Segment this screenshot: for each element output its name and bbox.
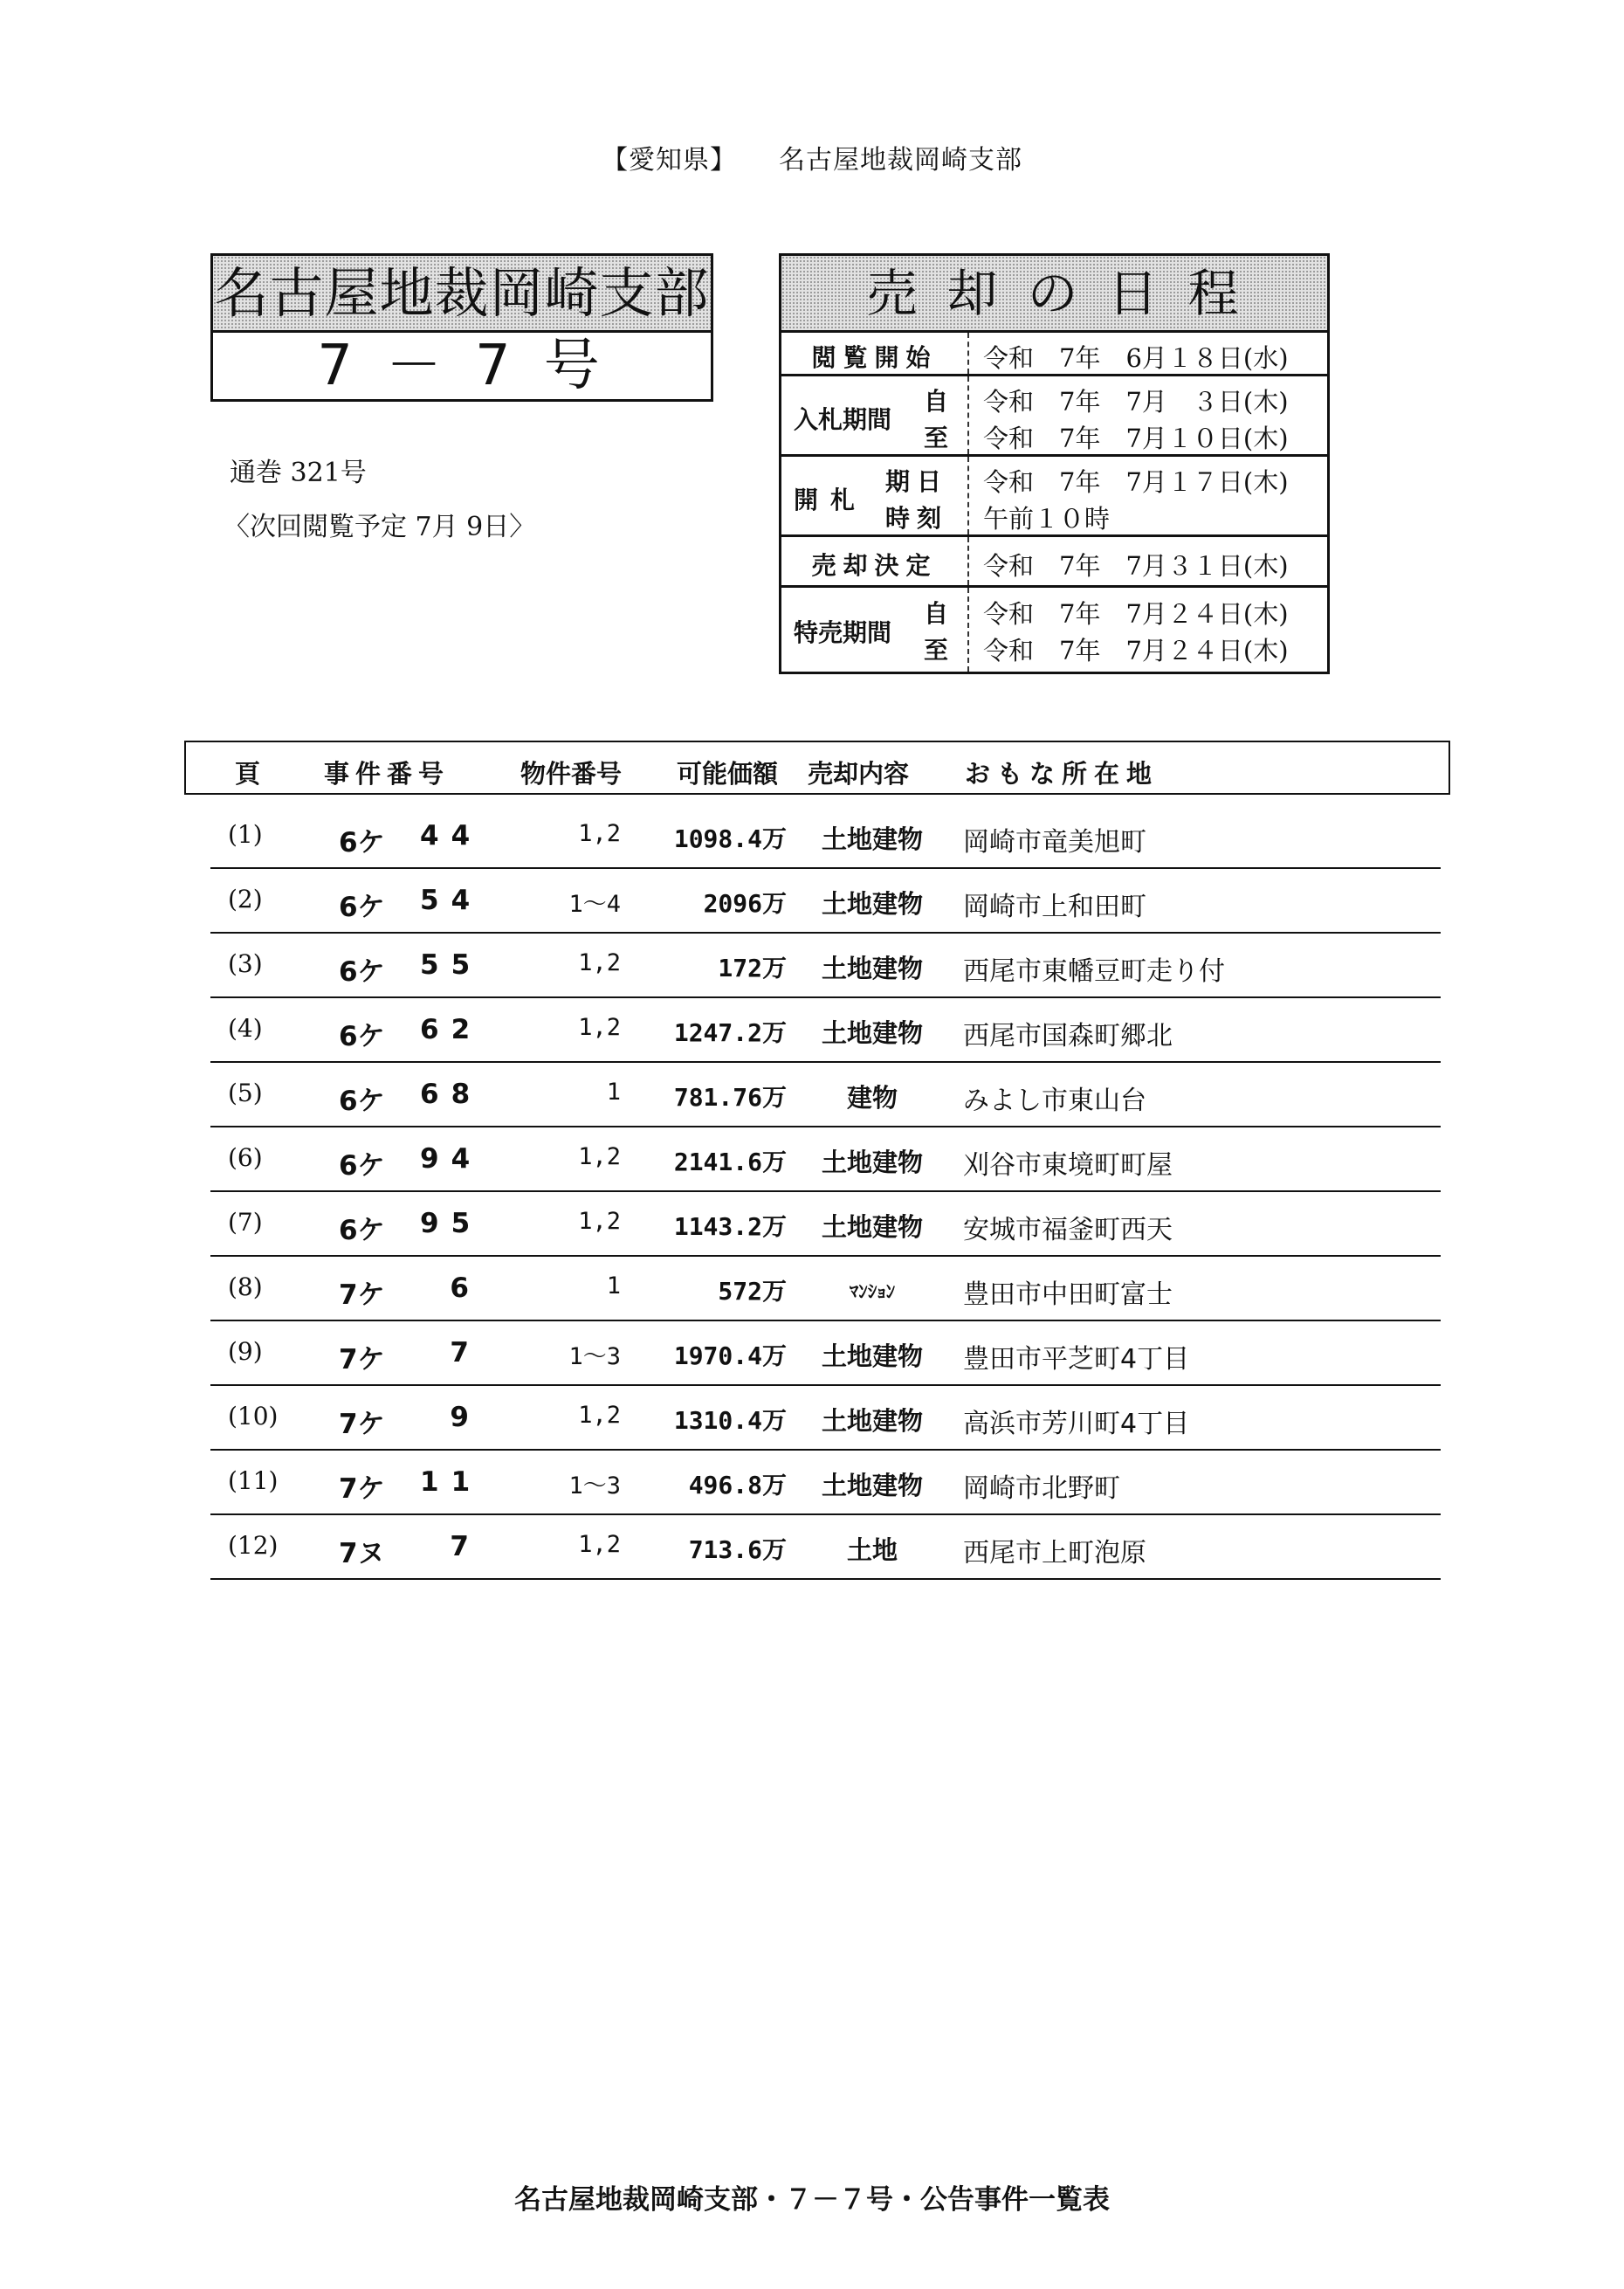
row-property-number: 1,2 [578, 949, 621, 976]
bid-from-date: 令和 7年 7月 ３日(木) [983, 387, 1289, 417]
row-price: 781.76万 [673, 1083, 787, 1112]
row-case-number: 55 [420, 949, 483, 981]
row-location: 豊田市中田町富士 [963, 1279, 1173, 1310]
row-sale-type: 土地建物 [821, 824, 923, 854]
row-price: 713.6万 [688, 1535, 787, 1564]
row-case-prefix: 6ケ [339, 1150, 385, 1182]
court-box [210, 253, 713, 402]
table-row [210, 934, 1441, 998]
header-page: 頁 [235, 759, 261, 789]
table-row [210, 1515, 1441, 1580]
row-sale-type: ﾏﾝｼｮﾝ [849, 1281, 896, 1302]
row-page: (7) [228, 1208, 263, 1237]
row-case-prefix: 7ヌ [339, 1538, 385, 1569]
row-page: (9) [228, 1337, 263, 1366]
special-from-label: 自 [923, 599, 948, 628]
bid-to-date: 令和 7年 7月１０日(木) [983, 424, 1289, 453]
row-price: 2141.6万 [673, 1148, 787, 1176]
bid-period-label: 入札期間 [794, 405, 892, 434]
row-price: 1970.4万 [673, 1341, 787, 1370]
row-case-number: 54 [420, 885, 483, 916]
opening-time-label: 時刻 [884, 504, 948, 533]
row-page: (2) [228, 885, 263, 914]
row-location: 刈谷市東境町町屋 [963, 1150, 1173, 1181]
row-case-number: 95 [420, 1208, 483, 1239]
row-location: 岡崎市上和田町 [963, 892, 1146, 922]
issue-number: 7－7号 [317, 334, 633, 398]
viewing-date: 令和 7年 6月１８日(水) [983, 343, 1289, 373]
row-page: (10) [228, 1402, 279, 1431]
table-row [210, 1192, 1441, 1257]
sale-schedule [779, 253, 1330, 674]
row-page: (8) [228, 1272, 263, 1301]
header-location: おもな所在地 [965, 759, 1160, 789]
row-location: 岡崎市北野町 [963, 1473, 1120, 1504]
row-sale-type: 土地 [846, 1535, 898, 1565]
special-to-date: 令和 7年 7月２４日(木) [983, 636, 1289, 665]
opening-time: 午前１０時 [983, 504, 1111, 534]
row-case-prefix: 7ケ [339, 1409, 385, 1440]
row-case-number: 68 [420, 1079, 483, 1110]
schedule-title: 売却の日程 [781, 256, 1327, 333]
row-case-number: 9 [450, 1402, 481, 1433]
row-case-prefix: 7ケ [339, 1473, 385, 1505]
row-property-number: 1～4 [568, 891, 621, 918]
row-property-number: 1 [606, 1272, 621, 1300]
schedule-row-special [781, 588, 1327, 672]
row-sale-type: 土地建物 [821, 889, 923, 919]
case-list-header [184, 741, 1450, 795]
schedule-row-bid [781, 376, 1327, 457]
row-price: 1143.2万 [673, 1212, 787, 1241]
row-case-number: 7 [450, 1337, 481, 1369]
row-location: 高浜市芳川町4丁目 [963, 1409, 1190, 1439]
row-case-prefix: 6ケ [339, 956, 385, 988]
prefecture-label: 【愛知県】 [602, 145, 737, 176]
row-price: 496.8万 [688, 1471, 787, 1500]
row-property-number: 1～3 [568, 1472, 621, 1500]
row-page: (4) [228, 1014, 263, 1043]
table-row [210, 1063, 1441, 1127]
row-page: (11) [228, 1466, 279, 1495]
row-case-number: 6 [450, 1272, 481, 1304]
opening-date: 令和 7年 7月１７日(木) [983, 467, 1289, 497]
schedule-row-decision [781, 537, 1327, 588]
viewing-label: 閲覧開始 [811, 343, 938, 372]
header-type: 売却内容 [808, 759, 910, 789]
row-location: 西尾市上町泡原 [963, 1538, 1146, 1569]
row-property-number: 1,2 [578, 1208, 621, 1235]
volume-number: 通巻 321号 [230, 458, 367, 488]
table-row [210, 1257, 1441, 1321]
row-page: (3) [228, 949, 263, 978]
special-period-label: 特売期間 [794, 618, 892, 647]
row-location: 豊田市平芝町4丁目 [963, 1344, 1190, 1375]
row-price: 572万 [718, 1277, 787, 1306]
row-case-prefix: 6ケ [339, 827, 385, 858]
row-property-number: 1,2 [578, 820, 621, 847]
decision-date: 令和 7年 7月３１日(木) [983, 551, 1289, 581]
row-property-number: 1,2 [578, 1402, 621, 1429]
row-page: (12) [228, 1531, 279, 1560]
row-case-number: 62 [420, 1014, 483, 1045]
row-sale-type: 土地建物 [821, 1341, 923, 1371]
row-price: 1310.4万 [673, 1406, 787, 1435]
table-row [210, 869, 1441, 934]
row-page: (6) [228, 1143, 263, 1172]
table-row [210, 1451, 1441, 1515]
row-case-prefix: 7ケ [339, 1344, 385, 1375]
header-price: 可能価額 [677, 759, 779, 789]
table-row [210, 1127, 1441, 1192]
row-sale-type: 土地建物 [821, 1018, 923, 1048]
row-sale-type: 土地建物 [821, 954, 923, 983]
row-location: 西尾市国森町郷北 [963, 1021, 1173, 1051]
row-case-prefix: 6ケ [339, 892, 385, 923]
court-title: 名古屋地裁岡崎支部 [213, 256, 711, 333]
header-property: 物件番号 [520, 759, 623, 789]
row-page: (1) [228, 820, 263, 849]
bid-from-label: 自 [923, 387, 948, 416]
row-sale-type: 土地建物 [821, 1406, 923, 1436]
row-property-number: 1,2 [578, 1143, 621, 1170]
row-case-prefix: 6ケ [339, 1086, 385, 1117]
table-row [210, 1386, 1441, 1451]
row-property-number: 1 [606, 1079, 621, 1106]
row-sale-type: 土地建物 [821, 1212, 923, 1242]
row-price: 1247.2万 [673, 1018, 787, 1047]
row-case-prefix: 6ケ [339, 1215, 385, 1246]
row-case-prefix: 6ケ [339, 1021, 385, 1052]
row-case-number: 7 [450, 1531, 481, 1562]
row-location: 岡崎市竜美旭町 [963, 827, 1146, 858]
page-header [0, 138, 1624, 176]
row-case-number: 11 [420, 1466, 483, 1498]
row-property-number: 1,2 [578, 1014, 621, 1041]
row-price: 1098.4万 [673, 824, 787, 853]
row-sale-type: 土地建物 [821, 1471, 923, 1500]
opening-date-label: 期日 [884, 467, 948, 496]
opening-label: 開札 [794, 486, 868, 514]
row-sale-type: 土地建物 [821, 1148, 923, 1177]
row-property-number: 1～3 [568, 1343, 621, 1370]
table-row [210, 804, 1441, 869]
row-case-number: 44 [420, 820, 483, 851]
row-price: 172万 [718, 954, 787, 982]
row-price: 2096万 [703, 889, 787, 918]
schedule-row-opening [781, 457, 1327, 537]
schedule-row-viewing [781, 333, 1327, 376]
table-row [210, 1321, 1441, 1386]
special-from-date: 令和 7年 7月２４日(木) [983, 599, 1289, 629]
row-case-prefix: 7ケ [339, 1279, 385, 1311]
row-page: (5) [228, 1079, 263, 1107]
court-label: 名古屋地裁岡崎支部 [779, 145, 1022, 176]
page-footer: 名古屋地裁岡崎支部・７－７号・公告事件一覧表 [514, 2184, 1110, 2216]
row-location: みよし市東山台 [963, 1086, 1146, 1116]
row-sale-type: 建物 [846, 1083, 898, 1113]
next-viewing-date: 〈次回閲覧予定 7月 9日〉 [224, 512, 536, 542]
row-property-number: 1,2 [578, 1531, 621, 1558]
special-to-label: 至 [923, 636, 948, 665]
header-case: 事件番号 [324, 759, 451, 789]
table-row [210, 998, 1441, 1063]
bid-to-label: 至 [923, 424, 948, 452]
row-location: 安城市福釜町西天 [963, 1215, 1173, 1245]
row-location: 西尾市東幡豆町走り付 [963, 956, 1225, 987]
decision-label: 売却決定 [811, 551, 938, 580]
row-case-number: 94 [420, 1143, 483, 1175]
